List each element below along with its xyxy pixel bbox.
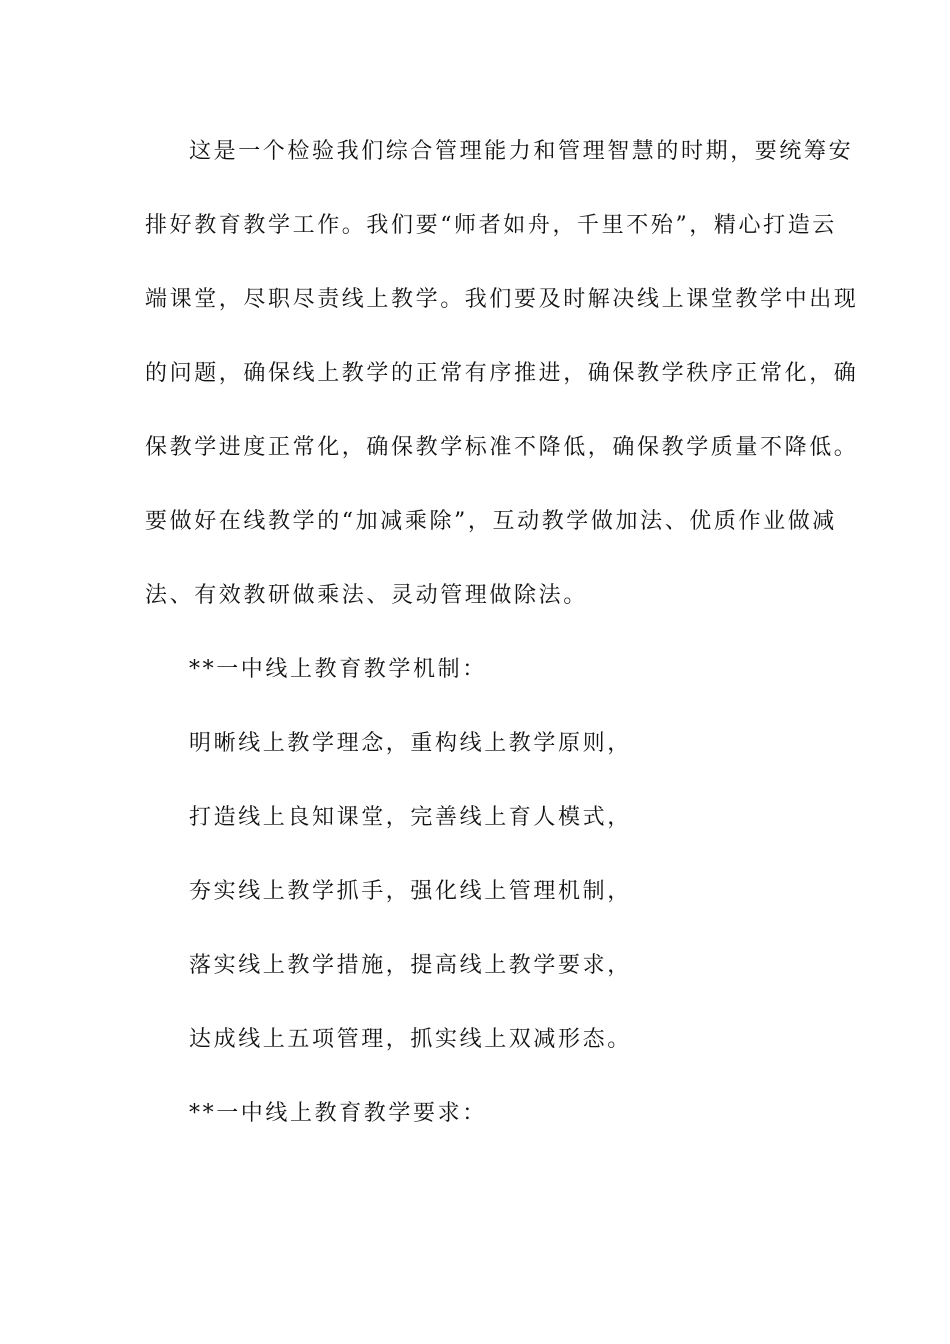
list-item: 打造线上良知课堂，完善线上育人模式， <box>189 805 632 830</box>
paragraph-line: 端课堂，尽职尽责线上教学。我们要及时解决线上课堂教学中出现 <box>145 287 859 312</box>
paragraph-line: 保教学进度正常化，确保教学标准不降低，确保教学质量不降低。 <box>145 435 859 460</box>
list-item: 落实线上教学措施，提高线上教学要求， <box>189 953 632 978</box>
list-item: 达成线上五项管理，抓实线上双减形态。 <box>189 1027 632 1052</box>
mechanism-heading: **一中线上教育教学机制： <box>189 657 487 682</box>
paragraph-line: 法、有效教研做乘法、灵动管理做除法。 <box>145 583 588 608</box>
paragraph-line: 排好教育教学工作。我们要“师者如舟，千里不殆”，精心打造云 <box>145 213 837 238</box>
requirements-heading: **一中线上教育教学要求： <box>189 1101 487 1126</box>
paragraph-line: 这是一个检验我们综合管理能力和管理智慧的时期，要统筹安 <box>189 139 854 164</box>
list-item: 夯实线上教学抓手，强化线上管理机制， <box>189 879 632 904</box>
paragraph-line: 要做好在线教学的“加减乘除”，互动教学做加法、优质作业做减 <box>145 509 837 534</box>
list-item: 明晰线上教学理念，重构线上教学原则， <box>189 731 632 756</box>
paragraph-line: 的问题，确保线上教学的正常有序推进，确保教学秩序正常化，确 <box>145 361 859 386</box>
